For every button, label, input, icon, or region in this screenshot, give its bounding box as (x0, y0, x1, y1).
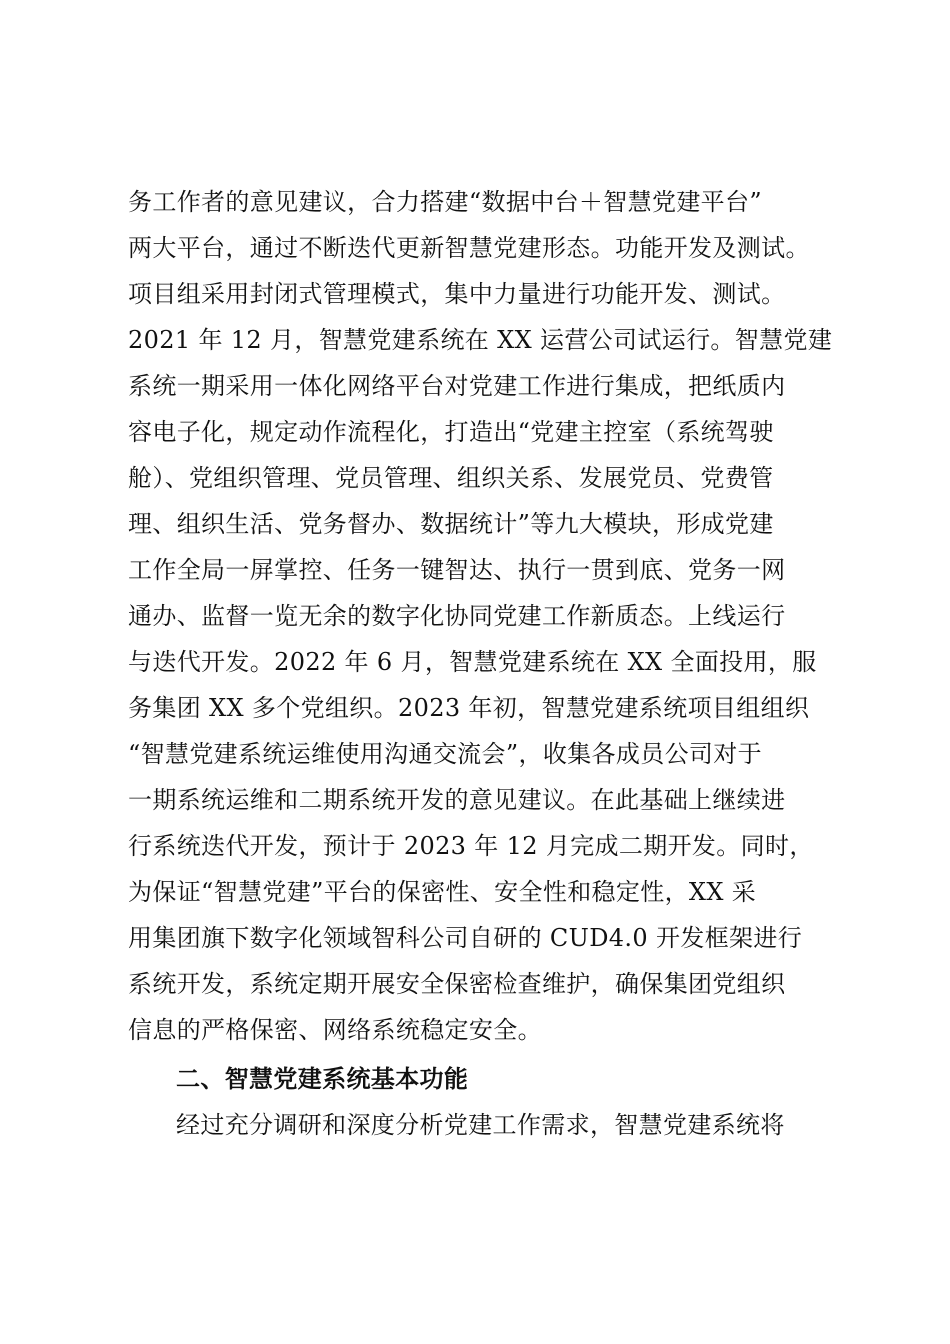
body-text-line: 容电子化，规定动作流程化，打造出“党建主控室（系统驾驶 (128, 418, 774, 446)
body-text-line: 理、组织生活、党务督办、数据统计”等九大模块，形成党建 (128, 510, 774, 538)
body-text-line: 与迭代开发。2022 年 6 月，智慧党建系统在 XX 全面投用，服 (128, 648, 817, 676)
body-text-line: 项目组采用封闭式管理模式，集中力量进行功能开发、测试。 (128, 280, 786, 308)
body-text-line: 经过充分调研和深度分析党建工作需求，智慧党建系统将 (176, 1111, 785, 1139)
body-text-line: 工作全局一屏掌控、任务一键智达、执行一贯到底、党务一网 (128, 556, 786, 584)
body-text-line: 舱）、党组织管理、党员管理、组织关系、发展党员、党费管 (128, 464, 774, 492)
body-text-line: 通办、监督一览无余的数字化协同党建工作新质态。上线运行 (128, 602, 786, 630)
body-text-line: 系统一期采用一体化网络平台对党建工作进行集成，把纸质内 (128, 372, 786, 400)
body-text-line: 务集团 XX 多个党组织。2023 年初，智慧党建系统项目组组织 (128, 694, 810, 722)
body-text-line: 务工作者的意见建议，合力搭建“数据中台＋智慧党建平台” (128, 188, 762, 216)
body-text-line: 两大平台，通过不断迭代更新智慧党建形态。功能开发及测试。 (128, 234, 810, 262)
body-text-line: “智慧党建系统运维使用沟通交流会”，收集各成员公司对于 (128, 740, 762, 768)
section-heading: 二、智慧党建系统基本功能 (176, 1065, 469, 1093)
body-text-line: 信息的严格保密、网络系统稳定安全。 (128, 1016, 542, 1044)
body-text-line: 一期系统运维和二期系统开发的意见建议。在此基础上继续进 (128, 786, 786, 814)
body-text-line: 用集团旗下数字化领域智科公司自研的 CUD4.0 开发框架进行 (128, 924, 803, 952)
body-text-line: 2021 年 12 月，智慧党建系统在 XX 运营公司试运行。智慧党建 (128, 326, 833, 354)
body-text-line: 系统开发，系统定期开展安全保密检查维护，确保集团党组织 (128, 970, 786, 998)
body-text-line: 行系统迭代开发，预计于 2023 年 12 月完成二期开发。同时， (128, 832, 814, 860)
body-text-line: 为保证“智慧党建”平台的保密性、安全性和稳定性，XX 采 (128, 878, 757, 906)
